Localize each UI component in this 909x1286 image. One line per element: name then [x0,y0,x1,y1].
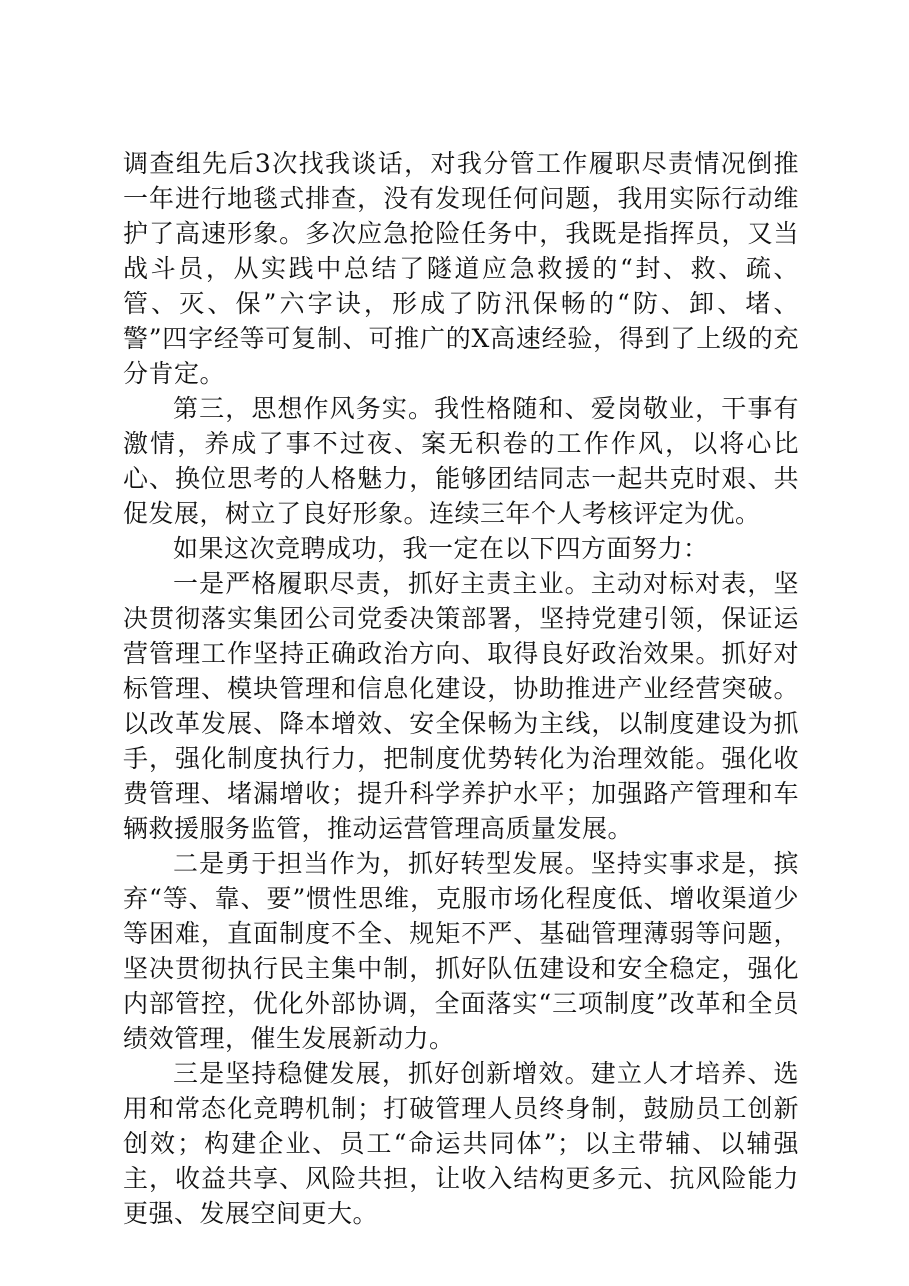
paragraph-commitment-intro: 如果这次竞聘成功，我一定在以下四方面努力： [173,534,709,563]
paragraph-continuation: 调查组先后3次找我谈话，对我分管工作履职尽责情况倒推一年进行地毯式排查，没有发现任何问题，我用实际行动维护了高速形象。多次应急抢险任务中，我既是指挥员，又当战斗员，从实践中总结了隧道应急救援的“封、救、疏、管、灭、保”六字诀，形成了防汛保畅的“防、卸、堵、警”四字经等可复制、可推广的X高速经验，得到了上级的充分肯定。 [123,149,799,388]
paragraph-point-two: 二是勇于担当作为，抓好转型发展。坚持实事求是，摈弃“等、靠、要”惯性思维，克服市场化程度低、增收渠道少等困难，直面制度不全、规矩不严、基础管理薄弱等问题，坚决贯彻执行民主集中制，抓好队伍建设和安全稳定，强化内部管控，优化外部协调，全面落实“三项制度”改革和全员绩效管理，催生发展新动力。 [123,849,799,1053]
paragraph-work-style: 第三，思想作风务实。我性格随和、爱岗敬业，干事有激情，养成了事不过夜、案无积卷的工作作风，以将心比心、换位思考的人格魅力，能够团结同志一起共克时艰、共促发展，树立了良好形象。连续三年个人考核评定为优。 [123,394,799,528]
paragraph-point-three: 三是坚持稳健发展，抓好创新增效。建立人才培养、选用和常态化竞聘机制；打破管理人员终身制，鼓励员工创新创效；构建企业、员工“命运共同体”；以主带辅、以辅强主，收益共享、风险共担，让收入结构更多元、抗风险能力更强、发展空间更大。 [123,1059,799,1228]
paragraph-point-one: 一是严格履职尽责，抓好主责主业。主动对标对表，坚决贯彻落实集团公司党委决策部署，坚持党建引领，保证运营管理工作坚持正确政治方向、取得良好政治效果。抓好对标管理、模块管理和信息化建设，协助推进产业经营突破。以改革发展、降本增效、安全保畅为主线，以制度建设为抓手，强化制度执行力，把制度优势转化为治理效能。强化收费管理、堵漏增收；提升科学养护水平；加强路产管理和车辆救援服务监管，推动运营管理高质量发展。 [123,569,799,843]
document-body [123,146,799,1231]
